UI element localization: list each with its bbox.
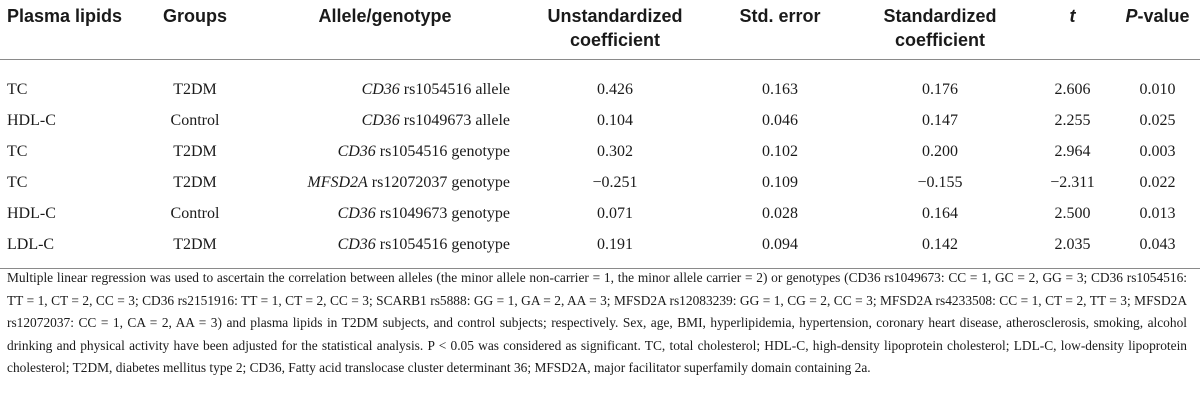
cell-gene-name: CD36 bbox=[337, 235, 376, 253]
cell-allele-genotype bbox=[250, 167, 520, 198]
cell-standardized: 0.147 bbox=[922, 111, 958, 129]
cell-p-value: 0.010 bbox=[1139, 80, 1176, 98]
cell-group: Control bbox=[170, 204, 220, 222]
cell-plasma-lipid: TC bbox=[7, 80, 28, 98]
header-t bbox=[1030, 0, 1115, 60]
cell-allele-genotype bbox=[250, 198, 520, 229]
header-std-error: Std. error bbox=[739, 6, 821, 26]
cell-allele-genotype bbox=[250, 60, 520, 106]
header-standardized-line1: Standardized bbox=[883, 6, 997, 26]
cell-std-error: 0.046 bbox=[762, 111, 798, 129]
cell-unstandardized: 0.071 bbox=[597, 204, 633, 222]
header-unstandardized-coefficient bbox=[520, 0, 710, 60]
cell-t: 2.964 bbox=[1054, 142, 1091, 160]
cell-t: 2.035 bbox=[1054, 235, 1091, 253]
cell-std-error: 0.102 bbox=[762, 142, 798, 160]
cell-group: T2DM bbox=[173, 80, 217, 98]
cell-p-value: 0.022 bbox=[1139, 173, 1176, 191]
cell-plasma-lipid: TC bbox=[7, 142, 28, 160]
cell-p-value: 0.013 bbox=[1139, 204, 1176, 222]
header-p-value bbox=[1115, 0, 1200, 60]
cell-unstandardized: 0.302 bbox=[597, 142, 633, 160]
cell-std-error: 0.094 bbox=[762, 235, 798, 253]
table-header bbox=[0, 0, 1200, 60]
cell-group: T2DM bbox=[173, 142, 217, 160]
table-row bbox=[0, 229, 1200, 269]
cell-standardized: 0.200 bbox=[922, 142, 958, 160]
header-plasma-lipids: Plasma lipids bbox=[7, 6, 123, 26]
cell-standardized: 0.142 bbox=[922, 235, 958, 253]
header-unstandardized-line2: coefficient bbox=[569, 30, 661, 50]
cell-p-value: 0.043 bbox=[1139, 235, 1176, 253]
cell-group: T2DM bbox=[173, 173, 217, 191]
cell-t: 2.255 bbox=[1054, 111, 1091, 129]
header-allele-genotype: Allele/genotype bbox=[318, 6, 452, 26]
cell-variant: rs1049673 allele bbox=[399, 111, 510, 129]
cell-variant: rs12072037 genotype bbox=[367, 173, 510, 191]
cell-group: Control bbox=[170, 111, 220, 129]
cell-allele-genotype bbox=[250, 105, 520, 136]
cell-p-value: 0.003 bbox=[1139, 142, 1176, 160]
table-body bbox=[0, 60, 1200, 269]
table-footnote: Multiple linear regression was used to ascertain the correlation between alleles (the minor allele non-carrier = 1, the minor allele carrier = 2) or genotypes (CD36 rs1049673: CC = 1, GC = 2, GG = 3; CD36 rs1054516: TT = 1, CT = 2, CC = 3; CD36 rs2151916: TT = 1, CT = 2, CC = 3; SCARB1 rs5888: GG = 1, GA = 2, AA = 3; MFSD2A rs12083239: GG = 1, CG = 2, CC = 3; MFSD2A rs4233508: CC = 1, CT = 2, TT = 3; MFSD2A rs12072037: CC = 1, CA = 2, AA = 3) and plasma lipids in T2DM subjects, and control subjects; respectively. Sex, age, BMI, hyperlipidemia, hypertension, coronary heart disease, atherosclerosis, smoking, alcohol drinking and physical activity have been adjusted for the statistical analysis. P < 0.05 was considered as significant. TC, total cholesterol; HDL-C, high-density lipoprotein cholesterol; LDL-C, low-density lipoprotein cholesterol; T2DM, diabetes mellitus type 2; CD36, Fatty acid translocase cluster determinant 36; MFSD2A, major facilitator superfamily domain containing 2a. bbox=[7, 270, 1187, 376]
table-row bbox=[0, 198, 1200, 229]
cell-allele-genotype bbox=[250, 229, 520, 269]
cell-t: −2.311 bbox=[1050, 173, 1095, 191]
cell-std-error: 0.109 bbox=[762, 173, 798, 191]
cell-variant: rs1054516 genotype bbox=[375, 235, 510, 253]
cell-gene-name: CD36 bbox=[361, 111, 400, 129]
cell-allele-genotype bbox=[250, 136, 520, 167]
cell-t: 2.500 bbox=[1054, 204, 1091, 222]
cell-gene-name: CD36 bbox=[337, 204, 376, 222]
table-row bbox=[0, 60, 1200, 106]
cell-plasma-lipid: TC bbox=[7, 173, 28, 191]
header-p-rest: -value bbox=[1137, 6, 1190, 26]
cell-p-value: 0.025 bbox=[1139, 111, 1176, 129]
cell-unstandardized: −0.251 bbox=[592, 173, 638, 191]
cell-gene-name: CD36 bbox=[337, 142, 376, 160]
header-groups: Groups bbox=[162, 6, 227, 26]
cell-unstandardized: 0.191 bbox=[597, 235, 633, 253]
header-standardized-coefficient bbox=[850, 0, 1030, 60]
cell-plasma-lipid: LDL-C bbox=[7, 235, 55, 253]
header-row bbox=[0, 0, 1200, 60]
header-t-label: t bbox=[1069, 6, 1076, 26]
header-p-italic: P bbox=[1125, 6, 1138, 26]
table-row bbox=[0, 167, 1200, 198]
cell-unstandardized: 0.104 bbox=[597, 111, 633, 129]
table-row bbox=[0, 105, 1200, 136]
cell-plasma-lipid: HDL-C bbox=[7, 111, 56, 129]
cell-gene-name: CD36 bbox=[361, 80, 400, 98]
cell-standardized: 0.176 bbox=[922, 80, 958, 98]
cell-std-error: 0.028 bbox=[762, 204, 798, 222]
cell-std-error: 0.163 bbox=[762, 80, 798, 98]
cell-variant: rs1054516 genotype bbox=[375, 142, 510, 160]
cell-unstandardized: 0.426 bbox=[597, 80, 633, 98]
cell-group: T2DM bbox=[173, 235, 217, 253]
header-unstandardized-line1: Unstandardized bbox=[547, 6, 683, 26]
cell-plasma-lipid: HDL-C bbox=[7, 204, 56, 222]
cell-standardized: −0.155 bbox=[917, 173, 963, 191]
cell-gene-name: MFSD2A bbox=[307, 173, 368, 191]
cell-variant: rs1054516 allele bbox=[399, 80, 510, 98]
cell-t: 2.606 bbox=[1054, 80, 1091, 98]
cell-variant: rs1049673 genotype bbox=[375, 204, 510, 222]
table-row bbox=[0, 136, 1200, 167]
cell-standardized: 0.164 bbox=[922, 204, 958, 222]
header-standardized-line2: coefficient bbox=[894, 30, 986, 50]
